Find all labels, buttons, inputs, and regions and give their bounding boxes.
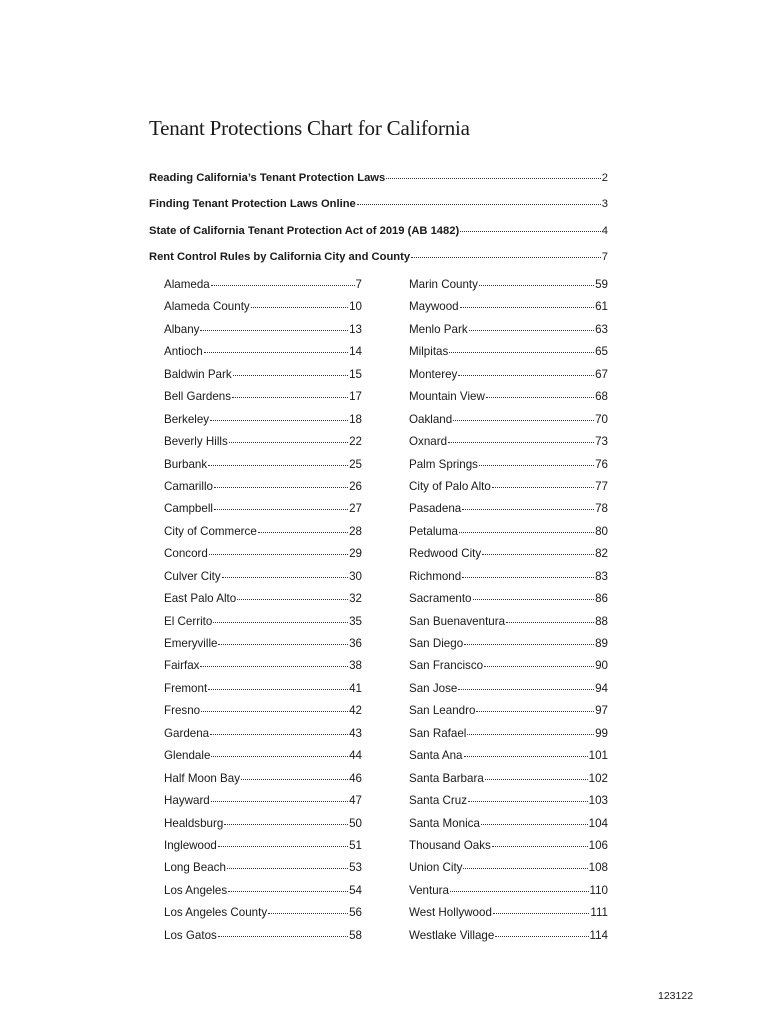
city-name: West Hollywood [409, 906, 492, 920]
page-title: Tenant Protections Chart for California [149, 116, 470, 140]
city-page-number: 18 [349, 412, 362, 426]
toc-city-entry[interactable] [164, 906, 362, 928]
toc-city-entry[interactable] [409, 323, 608, 345]
dot-leader [468, 801, 588, 802]
city-name: Antioch [164, 345, 203, 359]
city-page-number: 106 [588, 838, 608, 852]
city-page-number: 27 [349, 502, 362, 516]
city-page-number: 99 [595, 726, 608, 740]
city-name: Santa Ana [409, 749, 463, 763]
dot-leader [268, 913, 348, 914]
toc-city-entry[interactable] [164, 390, 362, 412]
dot-leader [482, 554, 594, 555]
toc-entry-label: Finding Tenant Protection Laws Online [149, 198, 356, 211]
dot-leader [479, 465, 594, 466]
dot-leader [485, 779, 588, 780]
city-name: Palm Springs [409, 457, 478, 471]
city-page-number: 73 [595, 435, 608, 449]
dot-leader [463, 868, 587, 869]
dot-leader [449, 352, 594, 353]
city-name: San Buenaventura [409, 614, 506, 628]
city-page-number: 104 [588, 816, 608, 830]
city-name: Richmond [409, 569, 462, 583]
toc-entry-label: State of California Tenant Protection Act of 2019 (AB 1482) [149, 224, 460, 237]
toc-main-entry[interactable] [149, 198, 608, 224]
city-page-number: 7 [355, 278, 362, 291]
city-list-left-column [164, 278, 362, 951]
toc-city-entry[interactable] [409, 525, 608, 547]
city-name: Albany [164, 322, 200, 336]
toc-city-entry[interactable] [409, 413, 608, 435]
city-page-number: 51 [349, 838, 362, 852]
dot-leader [458, 375, 594, 376]
dot-leader [208, 689, 348, 690]
dot-leader [200, 330, 348, 331]
dot-leader [208, 465, 348, 466]
city-name: City of Palo Alto [409, 479, 491, 493]
toc-city-entry[interactable] [164, 480, 362, 502]
dot-leader [473, 599, 595, 600]
dot-leader [214, 487, 348, 488]
toc-city-entry[interactable] [409, 929, 608, 951]
dot-leader [214, 509, 348, 510]
toc-city-entry[interactable] [164, 817, 362, 839]
dot-leader [211, 801, 348, 802]
city-name: Milpitas [409, 345, 449, 359]
city-page-number: 47 [349, 794, 362, 808]
city-name: Burbank [164, 457, 208, 471]
city-page-number: 58 [349, 928, 362, 942]
city-name: Ventura [409, 883, 449, 897]
toc-city-entry[interactable] [164, 458, 362, 480]
dot-leader [227, 868, 348, 869]
toc-city-entry[interactable] [409, 547, 608, 569]
dot-leader [492, 846, 588, 847]
city-name: Redwood City [409, 547, 482, 561]
city-name: Gardena [164, 726, 210, 740]
city-name: San Leandro [409, 704, 476, 718]
toc-entry-label: Reading California’s Tenant Protection Laws [149, 172, 386, 184]
city-page-number: 28 [349, 524, 362, 538]
city-name: Long Beach [164, 861, 226, 875]
city-name: Los Gatos [164, 928, 217, 942]
city-page-number: 30 [349, 569, 362, 583]
city-name: Pasadena [409, 502, 462, 516]
document-code: 123122 [658, 990, 694, 1002]
dot-leader [218, 644, 348, 645]
city-page-number: 108 [588, 861, 608, 875]
toc-city-entry[interactable] [409, 749, 608, 771]
toc-city-entry[interactable] [409, 435, 608, 457]
city-name: San Rafael [409, 726, 467, 740]
toc-city-entry[interactable] [409, 480, 608, 502]
city-page-number: 29 [349, 547, 362, 561]
dot-leader [493, 913, 589, 914]
city-name: San Jose [409, 681, 458, 695]
dot-leader [464, 644, 594, 645]
city-page-number: 83 [595, 569, 608, 583]
city-name: Westlake Village [409, 928, 495, 942]
toc-city-entry[interactable] [164, 278, 362, 300]
dot-leader [469, 330, 594, 331]
city-page-number: 50 [349, 816, 362, 830]
dot-leader [204, 352, 348, 353]
city-page-number: 70 [595, 412, 608, 426]
city-page-number: 88 [595, 614, 608, 628]
toc-city-entry[interactable] [409, 458, 608, 480]
toc-city-entry[interactable] [409, 502, 608, 524]
city-name: Petaluma [409, 524, 458, 538]
city-name: East Palo Alto [164, 592, 237, 606]
city-page-number: 111 [590, 906, 608, 920]
city-page-number: 68 [595, 390, 608, 404]
city-page-number: 22 [349, 435, 362, 449]
city-page-number: 63 [595, 322, 608, 336]
city-page-number: 35 [349, 614, 362, 628]
main-table-of-contents [149, 172, 608, 277]
city-name: Thousand Oaks [409, 838, 491, 852]
toc-city-entry[interactable] [164, 368, 362, 390]
city-page-number: 42 [349, 704, 362, 718]
city-name: Healdsburg [164, 816, 224, 830]
city-name: Santa Monica [409, 816, 480, 830]
toc-city-entry[interactable] [164, 345, 362, 367]
toc-city-entry[interactable] [164, 749, 362, 771]
toc-city-entry[interactable] [409, 300, 608, 322]
city-name: Santa Barbara [409, 771, 484, 785]
toc-city-entry[interactable] [164, 884, 362, 906]
dot-leader [450, 891, 589, 892]
city-page-number: 14 [349, 345, 362, 359]
city-page-number: 53 [349, 861, 362, 875]
dot-leader [211, 756, 348, 757]
dot-leader [241, 779, 348, 780]
city-page-number: 32 [349, 592, 362, 606]
dot-leader [251, 307, 348, 308]
dot-leader [232, 397, 348, 398]
city-name: Santa Cruz [409, 794, 467, 808]
city-name: Fairfax [164, 659, 200, 673]
toc-city-entry[interactable] [409, 727, 608, 749]
city-page-number: 10 [349, 300, 362, 314]
dot-leader [200, 666, 348, 667]
toc-city-entry[interactable] [164, 413, 362, 435]
toc-entry-page: 7 [601, 250, 608, 263]
toc-entry-page: 4 [601, 224, 608, 237]
city-name: Fresno [164, 704, 201, 718]
city-page-number: 90 [595, 659, 608, 673]
city-name: Union City [409, 861, 463, 875]
city-page-number: 89 [595, 637, 608, 650]
dot-leader [411, 257, 601, 258]
city-name: Maywood [409, 300, 459, 314]
city-name: Los Angeles County [164, 906, 268, 920]
city-name: Culver City [164, 569, 221, 583]
city-name: Los Angeles [164, 883, 228, 897]
toc-city-entry[interactable] [164, 615, 362, 637]
toc-main-entry[interactable] [149, 225, 608, 251]
dot-leader [357, 204, 601, 205]
dot-leader [228, 891, 348, 892]
city-page-number: 101 [588, 749, 608, 763]
city-page-number: 82 [595, 547, 608, 561]
dot-leader [448, 442, 594, 443]
toc-main-entry[interactable] [149, 251, 608, 277]
dot-leader [479, 285, 594, 286]
toc-city-entry[interactable] [164, 570, 362, 592]
toc-city-entry[interactable] [409, 839, 608, 861]
toc-city-entry[interactable] [409, 817, 608, 839]
city-page-number: 77 [595, 479, 608, 493]
city-name: San Diego [409, 637, 464, 650]
toc-city-entry[interactable] [164, 727, 362, 749]
city-page-number: 110 [589, 883, 608, 897]
toc-city-entry[interactable] [164, 772, 362, 794]
dot-leader [486, 397, 594, 398]
dot-leader [506, 622, 594, 623]
toc-city-entry[interactable] [409, 906, 608, 928]
city-page-number: 17 [349, 390, 362, 404]
city-page-number: 76 [595, 457, 608, 471]
toc-city-entry[interactable] [164, 861, 362, 883]
city-name: Mountain View [409, 390, 485, 404]
dot-leader [233, 375, 348, 376]
toc-entry-page: 2 [601, 172, 608, 184]
toc-entry-label: Rent Control Rules by California City and County [149, 250, 411, 263]
city-page-number: 13 [349, 322, 362, 336]
toc-city-entry[interactable] [164, 323, 362, 345]
city-name: Beverly Hills [164, 435, 228, 449]
city-page-number: 86 [595, 592, 608, 606]
city-page-number: 78 [595, 502, 608, 516]
city-name: Oakland [409, 412, 453, 426]
toc-city-entry[interactable] [164, 300, 362, 322]
toc-city-entry[interactable] [409, 884, 608, 906]
city-name: Bell Gardens [164, 390, 232, 404]
city-list-right-column [409, 278, 608, 951]
city-page-number: 114 [589, 928, 608, 942]
toc-city-entry[interactable] [409, 794, 608, 816]
toc-city-entry[interactable] [409, 390, 608, 412]
city-name: Fremont [164, 681, 208, 695]
dot-leader [462, 509, 594, 510]
toc-city-entry[interactable] [164, 794, 362, 816]
dot-leader [484, 666, 594, 667]
dot-leader [458, 689, 594, 690]
city-name: Marin County [409, 278, 478, 291]
toc-city-entry[interactable] [409, 368, 608, 390]
city-name: Inglewood [164, 838, 217, 852]
city-name: Sacramento [409, 592, 472, 606]
city-name: Baldwin Park [164, 367, 232, 381]
city-name: Menlo Park [409, 322, 468, 336]
toc-city-entry[interactable] [409, 278, 608, 300]
dot-leader [218, 936, 348, 937]
dot-leader [237, 599, 348, 600]
dot-leader [229, 442, 348, 443]
toc-city-entry[interactable] [164, 839, 362, 861]
city-page-number: 38 [349, 659, 362, 673]
city-name: El Cerrito [164, 614, 213, 628]
city-page-number: 25 [349, 457, 362, 471]
city-page-number: 43 [349, 726, 362, 740]
dot-leader [224, 824, 348, 825]
city-page-number: 67 [595, 367, 608, 381]
dot-leader [459, 532, 594, 533]
city-page-number: 61 [595, 300, 608, 314]
dot-leader [258, 532, 348, 533]
city-page-number: 54 [349, 883, 362, 897]
dot-leader [218, 846, 348, 847]
toc-city-entry[interactable] [164, 682, 362, 704]
toc-city-entry[interactable] [409, 570, 608, 592]
city-page-number: 103 [588, 794, 608, 808]
city-name: City of Commerce [164, 524, 257, 538]
dot-leader [462, 577, 594, 578]
city-name: Hayward [164, 794, 210, 808]
city-name: Concord [164, 547, 208, 561]
toc-city-entry[interactable] [164, 637, 362, 659]
dot-leader [460, 231, 601, 232]
city-page-number: 15 [349, 367, 362, 381]
dot-leader [476, 711, 594, 712]
toc-city-entry[interactable] [409, 861, 608, 883]
toc-city-entry[interactable] [164, 659, 362, 681]
city-page-number: 65 [595, 345, 608, 359]
city-name: Campbell [164, 502, 213, 516]
city-name: Monterey [409, 367, 458, 381]
toc-city-entry[interactable] [409, 592, 608, 614]
toc-city-entry[interactable] [409, 615, 608, 637]
toc-city-entry[interactable] [409, 704, 608, 726]
city-page-number: 59 [595, 278, 608, 291]
dot-leader [210, 420, 348, 421]
toc-city-entry[interactable] [409, 682, 608, 704]
city-page-number: 80 [595, 524, 608, 538]
city-name: Emeryville [164, 637, 218, 650]
city-page-number: 94 [595, 681, 608, 695]
toc-city-entry[interactable] [164, 704, 362, 726]
dot-leader [467, 734, 594, 735]
toc-city-entry[interactable] [164, 435, 362, 457]
city-page-number: 36 [349, 637, 362, 650]
toc-city-entry[interactable] [164, 525, 362, 547]
toc-city-entry[interactable] [409, 345, 608, 367]
city-name: Oxnard [409, 435, 448, 449]
toc-city-entry[interactable] [164, 547, 362, 569]
dot-leader [209, 554, 348, 555]
dot-leader [492, 487, 594, 488]
city-page-number: 41 [349, 681, 362, 695]
toc-city-entry[interactable] [409, 772, 608, 794]
city-page-number: 97 [595, 704, 608, 718]
city-name: Berkeley [164, 412, 210, 426]
dot-leader [201, 711, 348, 712]
dot-leader [464, 756, 588, 757]
dot-leader [460, 307, 594, 308]
city-page-number: 44 [349, 749, 362, 763]
dot-leader [453, 420, 594, 421]
toc-city-entry[interactable] [409, 637, 608, 659]
toc-entry-page: 3 [601, 198, 608, 211]
city-name: San Francisco [409, 659, 484, 673]
city-name: Alameda [164, 278, 210, 291]
dot-leader [211, 285, 355, 286]
city-name: Camarillo [164, 479, 213, 493]
toc-main-entry[interactable] [149, 172, 608, 198]
city-name: Alameda County [164, 300, 250, 314]
toc-city-entry[interactable] [409, 659, 608, 681]
dot-leader [213, 622, 348, 623]
toc-city-entry[interactable] [164, 502, 362, 524]
dot-leader [386, 178, 601, 179]
toc-city-entry[interactable] [164, 929, 362, 951]
city-page-number: 26 [349, 479, 362, 493]
toc-city-entry[interactable] [164, 592, 362, 614]
dot-leader [495, 936, 588, 937]
city-page-number: 102 [588, 771, 608, 785]
city-page-number: 56 [349, 906, 362, 920]
city-page-number: 46 [349, 771, 362, 785]
city-name: Glendale [164, 749, 211, 763]
dot-leader [222, 577, 348, 578]
dot-leader [210, 734, 348, 735]
city-name: Half Moon Bay [164, 771, 241, 785]
dot-leader [481, 824, 588, 825]
